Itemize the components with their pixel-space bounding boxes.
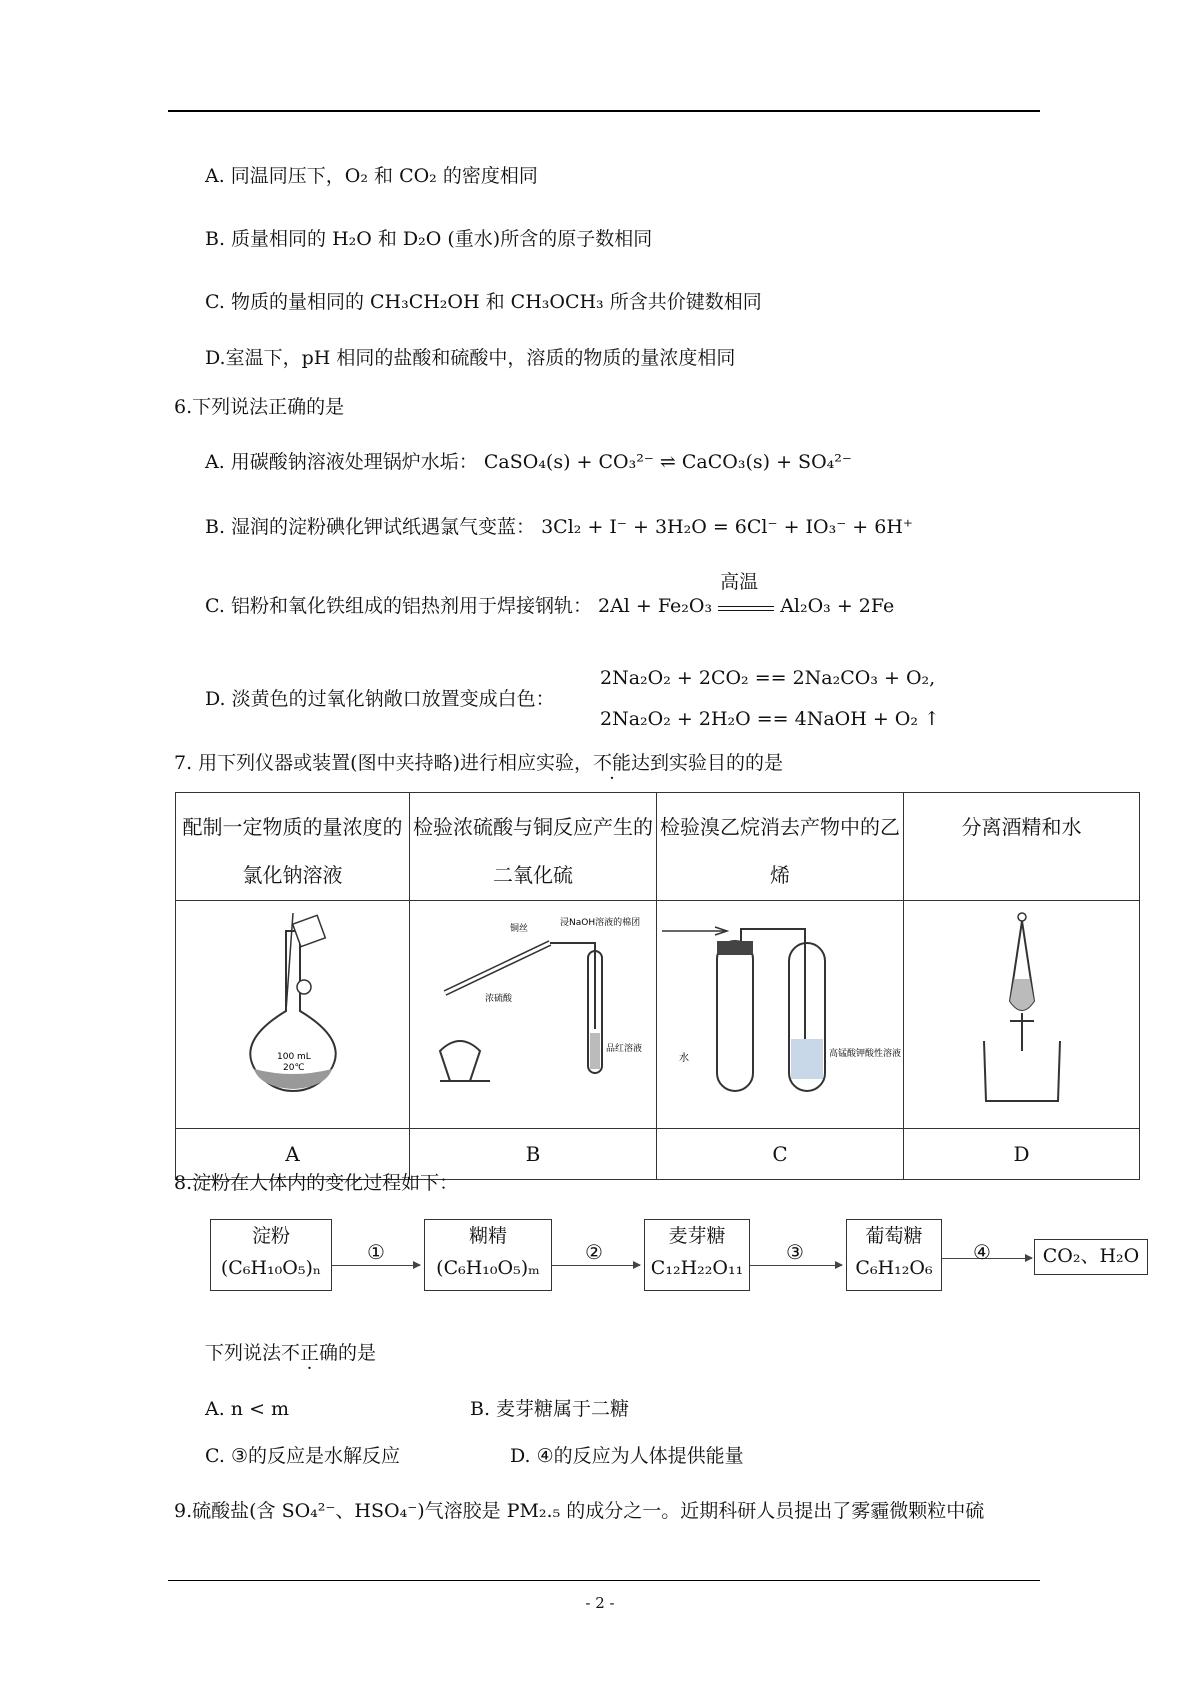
q6-b-equation: 3Cl₂ + I⁻ + 3H₂O = 6Cl⁻ + IO₃⁻ + 6H⁺	[541, 516, 913, 538]
q6-option-c	[205, 571, 895, 618]
q6-option-d: D. 淡黄色的过氧化钠敞口放置变成白色：	[205, 688, 555, 710]
flow-box-dextrin	[424, 1219, 552, 1291]
q5-option-d: D.室温下，pH 相同的盐酸和硫酸中，溶质的物质的量浓度相同	[205, 347, 736, 369]
q6-c-eq-right: Al₂O₃ + 2Fe	[780, 595, 895, 617]
q8-stem: 8.淀粉在人体内的变化过程如下：	[174, 1172, 459, 1194]
naoh-cotton-label: 浸NaOH溶液的棉团	[560, 918, 641, 928]
q7-emphasis: 不能	[593, 752, 632, 774]
q7-experiment-table	[175, 792, 1140, 1180]
q8-option-c: C. ③的反应是水解反应	[205, 1445, 400, 1467]
q6-c-eq-left: 2Al + Fe₂O₃	[598, 595, 713, 617]
q7-label-b: B	[410, 1129, 657, 1180]
q7-label-c: C	[657, 1129, 904, 1180]
conc-sulfuric-acid-label: 浓硫酸	[485, 994, 513, 1004]
q7-figure-c	[657, 901, 904, 1129]
header-rule	[168, 110, 1040, 112]
q7-header-a: 配制一定物质的量浓度的氯化钠溶液	[176, 793, 410, 901]
q8-option-d: D. ④的反应为人体提供能量	[510, 1445, 744, 1467]
q7-figure-a	[176, 901, 410, 1129]
q8-option-a: A. n < m	[205, 1398, 290, 1420]
flow-box-glucose-name: 葡萄糖	[865, 1225, 923, 1247]
flow-box-maltose-formula: C₁₂H₂₂O₁₁	[650, 1257, 744, 1279]
flow-box-glucose	[846, 1219, 942, 1291]
flow-step-3: ③	[786, 1240, 804, 1264]
q7-header-c: 检验溴乙烷消去产物中的乙烯	[657, 793, 904, 901]
q5-option-b: B. 质量相同的 H₂O 和 D₂O (重水)所含的原子数相同	[205, 228, 653, 250]
q6-b-text: B. 湿润的淀粉碘化钾试纸遇氯气变蓝：	[205, 516, 536, 538]
q8-substem: 下列说法不正确的是	[205, 1342, 377, 1364]
q7-figure-d	[904, 901, 1140, 1129]
q6-stem: 6.下列说法正确的是	[174, 396, 345, 418]
q6-a-equation: CaSO₄(s) + CO₃²⁻ ⇌ CaCO₃(s) + SO₄²⁻	[483, 451, 852, 473]
page-number: - 2 -	[585, 1594, 615, 1612]
q6-d-equation-1: 2Na₂O₂ + 2CO₂ == 2Na₂CO₃ + O₂,	[600, 667, 936, 689]
flask-volume-label: 100 mL	[277, 1052, 311, 1062]
q8-emphasis: 不正确	[281, 1342, 339, 1364]
copper-wire-label: 铜丝	[510, 924, 529, 934]
flow-box-dextrin-name: 糊精	[468, 1225, 507, 1247]
footer-rule	[168, 1580, 1040, 1581]
flow-box-glucose-formula: C₆H₁₂O₆	[855, 1257, 933, 1279]
flow-box-starch	[210, 1219, 332, 1291]
copper-sulfuric-acid-apparatus-figure	[410, 901, 657, 1123]
separatory-funnel-figure	[904, 901, 1140, 1123]
q7-header-b: 检验浓硫酸与铜反应产生的二氧化硫	[410, 793, 657, 901]
q7-header-d: 分离酒精和水	[904, 793, 1140, 901]
q7-figure-b	[410, 901, 657, 1129]
q9-stem: 9.硫酸盐(含 SO₄²⁻、HSO₄⁻)气溶胶是 PM₂.₅ 的成分之一。近期科研人员提出了雾霾微颗粒中硫	[174, 1500, 985, 1522]
ethylene-test-apparatus-figure	[657, 901, 904, 1123]
q7-stem: 7. 用下列仪器或装置(图中夹持略)进行相应实验，不能达到实验目的的是	[174, 752, 784, 774]
flow-box-maltose	[644, 1219, 750, 1291]
q6-option-b	[205, 516, 913, 539]
magenta-solution-label: 品红溶液	[606, 1044, 643, 1054]
q7-label-a: A	[176, 1129, 410, 1180]
kmno4-label: 高锰酸钾酸性溶液	[829, 1049, 902, 1059]
volumetric-flask-figure	[176, 901, 410, 1123]
flow-step-2: ②	[585, 1240, 603, 1264]
flow-arrow-1	[332, 1265, 420, 1266]
flow-step-1: ①	[367, 1240, 385, 1264]
q7-label-d: D	[904, 1129, 1140, 1180]
flow-step-4: ④	[973, 1240, 991, 1264]
flow-box-dextrin-formula: (C₆H₁₀O₅)ₘ	[436, 1257, 540, 1279]
flow-box-starch-formula: (C₆H₁₀O₅)ₙ	[220, 1257, 322, 1279]
flow-box-products: CO₂、H₂O	[1034, 1239, 1148, 1275]
flask-temp-label: 20℃	[283, 1063, 305, 1073]
q6-d-equation-2: 2Na₂O₂ + 2H₂O == 4NaOH + O₂ ↑	[600, 708, 940, 730]
q6-c-condition: 高温	[720, 571, 759, 593]
q5-option-a: A. 同温同压下，O₂ 和 CO₂ 的密度相同	[205, 165, 538, 187]
q5-option-c: C. 物质的量相同的 CH₃CH₂OH 和 CH₃OCH₃ 所含共价键数相同	[205, 291, 762, 313]
flow-arrow-3	[750, 1265, 842, 1266]
water-label: 水	[679, 1053, 689, 1064]
q8-option-b: B. 麦芽糖属于二糖	[470, 1398, 630, 1420]
q6-c-text: C. 铝粉和氧化铁组成的铝热剂用于焊接钢轨：	[205, 595, 592, 617]
flow-box-starch-name: 淀粉	[251, 1225, 290, 1247]
flow-arrow-2	[552, 1265, 640, 1266]
flow-box-maltose-name: 麦芽糖	[668, 1225, 726, 1247]
q6-a-text: A. 用碳酸钠溶液处理锅炉水垢：	[205, 451, 478, 473]
q6-option-a	[205, 451, 852, 474]
q6-c-condition-arrow	[718, 571, 774, 617]
